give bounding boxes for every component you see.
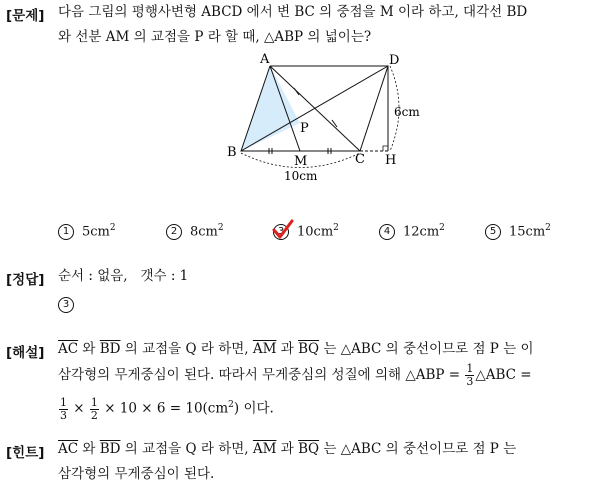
answer-count: 갯수 : 1 xyxy=(140,268,189,284)
text: 삼각형의 무게중심이 된다. 따라서 무게중심의 성질에 의해 △ABP = xyxy=(58,367,465,383)
text: 와 xyxy=(78,441,100,457)
choice-sup: 2 xyxy=(109,223,116,233)
segment-bq: $\overline{BQ}$ xyxy=(298,441,320,457)
choice-number-icon: 1 xyxy=(58,224,74,240)
text: 과 xyxy=(276,341,299,357)
choice-sup: 2 xyxy=(333,223,339,233)
text: 는 △ABC 의 중선이므로 점 P 는 xyxy=(319,441,517,457)
text: 의 교점을 Q 라 하면, xyxy=(120,341,253,357)
answer-order: 순서 : 없음, xyxy=(58,268,128,284)
question-label: [문제] xyxy=(6,8,45,24)
fraction-1-3 xyxy=(465,363,474,388)
vertex-a: A xyxy=(260,52,270,67)
fraction-1-2 xyxy=(90,397,99,422)
choice-3[interactable] xyxy=(273,223,339,240)
choice-sup: 2 xyxy=(439,223,445,233)
base-label: 10cm xyxy=(284,169,318,183)
vertex-m: M xyxy=(294,154,308,169)
explanation-line-1 xyxy=(58,336,534,362)
hint-line-2: 삼각형의 무게중심이 된다. xyxy=(58,466,215,482)
shaded-triangle-abp xyxy=(241,66,300,151)
segment-am: $\overline{AM}$ xyxy=(252,441,277,457)
choice-2[interactable] xyxy=(166,223,224,240)
question-line-1: 다음 그림의 평행사변형 ABCD 에서 변 BC 의 중점을 M 이라 하고, 대각선 BD xyxy=(58,4,528,20)
segment-bq: $\overline{BQ}$ xyxy=(298,341,320,357)
vertex-b: B xyxy=(227,145,237,160)
choice-text: 8cm xyxy=(190,224,218,240)
choice-4[interactable] xyxy=(379,223,445,240)
segment-ac: $\overline{AC}$ xyxy=(58,341,79,357)
parallelogram-figure xyxy=(220,50,430,185)
segment-bd: $\overline{BD}$ xyxy=(99,341,121,357)
explanation-line-3 xyxy=(58,392,274,422)
height-label: 6cm xyxy=(394,105,420,119)
choice-number-icon: 4 xyxy=(379,224,395,240)
answer-value-icon: 3 xyxy=(58,297,74,313)
text: × 10 × 6 = 10(cm xyxy=(99,400,229,417)
question-line-2: 와 선분 AM 의 교점을 P 라 할 때, △ABP 의 넓이는? xyxy=(58,29,372,45)
text: 와 xyxy=(78,341,100,357)
fraction-1-3 xyxy=(59,397,68,422)
text: △ABC = xyxy=(475,367,532,383)
answer-meta xyxy=(58,263,188,289)
choice-text: 5cm xyxy=(82,224,110,240)
hint-line-1 xyxy=(58,436,516,462)
text: 의 교점을 Q 라 하면, xyxy=(120,441,253,457)
hint-label: [힌트] xyxy=(6,445,45,461)
numerator: 1 xyxy=(60,395,67,409)
choice-number-icon: 5 xyxy=(485,224,501,240)
text: × xyxy=(69,400,89,417)
tick-pd xyxy=(294,88,299,95)
right-angle-mark xyxy=(383,146,388,151)
superscript: 2 xyxy=(228,400,234,410)
choice-number-icon: 3 xyxy=(273,224,289,240)
choice-text: 10cm xyxy=(297,224,334,240)
choice-5[interactable] xyxy=(485,223,551,240)
denominator: 2 xyxy=(90,408,98,422)
denominator: 3 xyxy=(466,375,474,388)
text: ) 이다. xyxy=(233,400,274,417)
text: 과 xyxy=(276,441,299,457)
numerator: 1 xyxy=(90,395,98,409)
vertex-h: H xyxy=(385,153,397,168)
check-mark-icon xyxy=(271,219,295,241)
denominator: 3 xyxy=(60,408,67,422)
answer-value-row xyxy=(58,291,82,317)
choice-number-icon: 2 xyxy=(166,224,182,240)
choice-sup: 2 xyxy=(545,223,551,233)
choice-text: 15cm xyxy=(509,224,546,240)
choice-1[interactable] xyxy=(58,223,116,240)
choice-text: 12cm xyxy=(403,224,440,240)
segment-am: $\overline{AM}$ xyxy=(252,341,277,357)
vertex-p: P xyxy=(300,121,309,136)
choice-sup: 2 xyxy=(217,223,224,233)
answer-label: [정답] xyxy=(6,272,45,288)
segment-ac: $\overline{AC}$ xyxy=(58,441,79,457)
explanation-line-2 xyxy=(58,362,532,388)
numerator: 1 xyxy=(466,362,474,375)
vertex-c: C xyxy=(355,152,365,167)
explanation-label: [해설] xyxy=(6,345,45,361)
segment-bd: $\overline{BD}$ xyxy=(99,441,121,457)
vertex-d: D xyxy=(389,53,400,68)
text: 는 △ABC 의 중선이므로 점 P 는 이 xyxy=(319,341,534,357)
